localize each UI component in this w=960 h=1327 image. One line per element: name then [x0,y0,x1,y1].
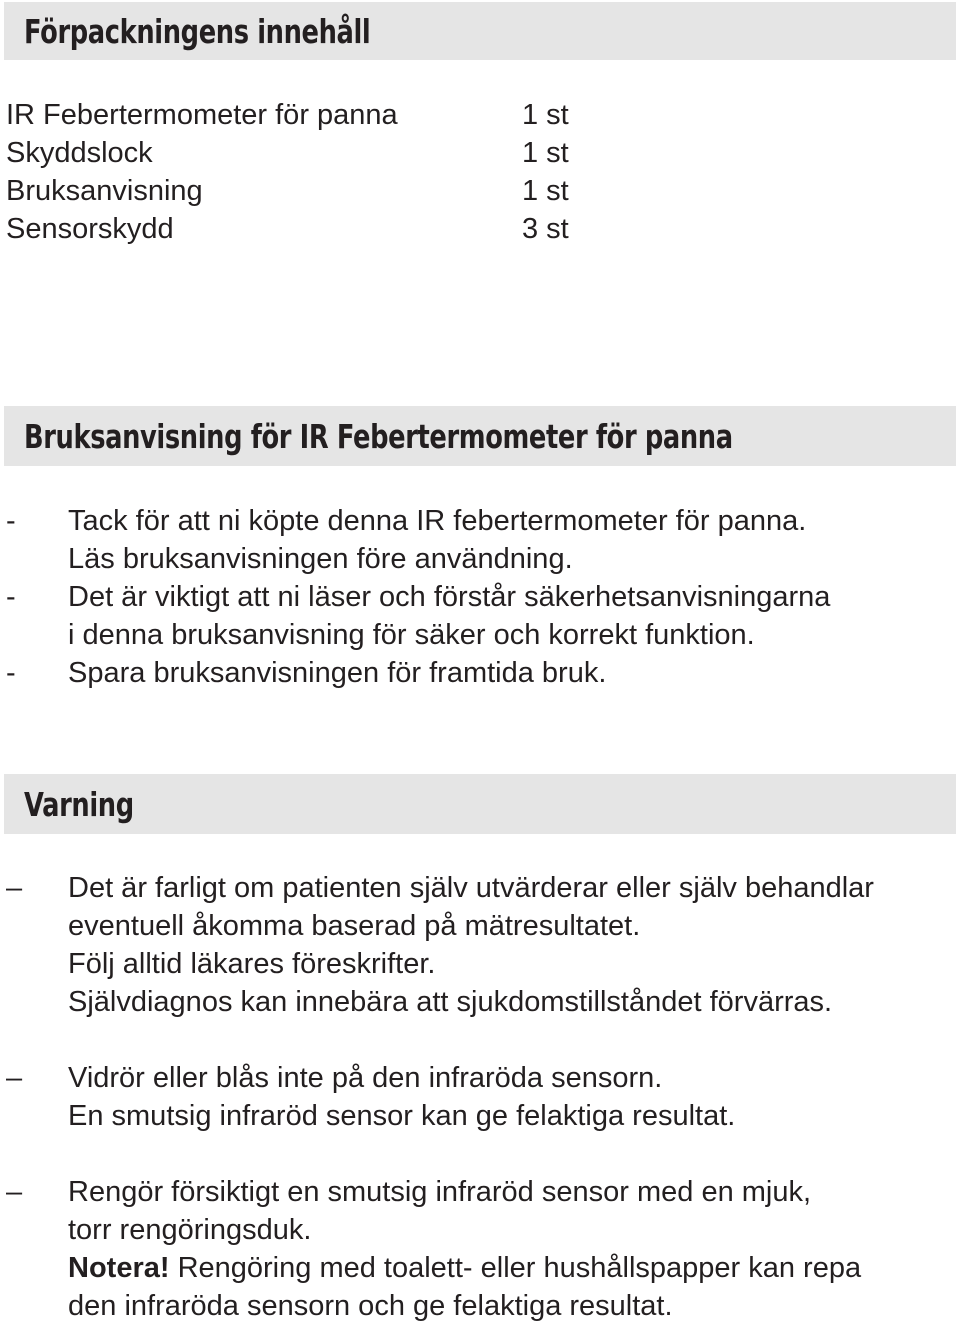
contents-row [6,134,602,172]
list-item-line: Självdiagnos kan innebära att sjukdomstillståndet förvärras. [68,986,833,1018]
list-item-line: Det är viktigt att ni läser och förstår säkerhetsanvisningarna [68,581,831,613]
list-item [6,1173,956,1325]
contents-item-name: Bruksanvisning [6,175,203,207]
contents-section-title: Förpackningens innehåll [24,11,371,51]
instructions-section-title: Bruksanvisning för IR Febertermometer för panna [24,416,733,456]
contents-item-qty: 3 st [522,213,569,245]
contents-row [6,96,602,134]
list-item-line: Spara bruksanvisningen för framtida bruk. [68,657,607,689]
list-item-line: torr rengöringsduk. [68,1214,312,1246]
contents-item-qty: 1 st [522,137,569,169]
note-line [68,1249,956,1287]
list-item-body [68,1059,956,1135]
list-item-line: Läs bruksanvisningen före användning. [68,543,573,575]
list-item [6,1059,956,1135]
warning-header-bar [4,774,956,834]
list-item-line: Följ alltid läkares föreskrifter. [68,948,436,980]
contents-item-name: IR Febertermometer för panna [6,99,398,131]
list-item-body [68,502,956,578]
contents-row [6,210,602,248]
contents-header-bar [4,2,956,60]
list-item-line: den infraröda sensorn och ge felaktiga resultat. [68,1290,673,1322]
contents-table [6,96,602,248]
list-item-body [68,654,956,692]
list-item-line: En smutsig infraröd sensor kan ge felaktiga resultat. [68,1100,736,1132]
bullet-marker: - [6,505,16,537]
list-item-line: eventuell åkomma baserad på mätresultatet. [68,910,641,942]
list-item-body [68,578,956,654]
instructions-header-bar [4,406,956,466]
list-item-line: i denna bruksanvisning för säker och korrekt funktion. [68,619,755,651]
bullet-marker: - [6,581,16,613]
note-label: Notera! [68,1252,170,1284]
dash-marker: – [6,1062,23,1094]
list-item [6,578,956,654]
instructions-list [6,502,956,692]
note-text: Rengöring med toalett- eller hushållspapper kan repa [169,1252,862,1284]
list-item-line: Tack för att ni köpte denna IR febertermometer för panna. [68,505,807,537]
contents-item-qty: 1 st [522,99,569,131]
warning-section-title: Varning [24,784,134,824]
dash-marker: – [6,1176,23,1208]
contents-item-name: Sensorskydd [6,213,174,245]
list-item [6,502,956,578]
contents-item-qty: 1 st [522,175,569,207]
warning-list [6,869,956,1325]
list-item-line: Rengör försiktigt en smutsig infraröd sensor med en mjuk, [68,1176,812,1208]
list-item-body [68,869,956,1021]
list-item-line: Det är farligt om patienten själv utvärderar eller själv behandlar [68,872,874,904]
contents-item-name: Skyddslock [6,137,153,169]
bullet-marker: - [6,657,16,689]
list-item-body [68,1173,956,1325]
dash-marker: – [6,872,23,904]
list-item [6,654,956,692]
list-item-line: Vidrör eller blås inte på den infraröda sensorn. [68,1062,663,1094]
contents-row [6,172,602,210]
list-item [6,869,956,1021]
